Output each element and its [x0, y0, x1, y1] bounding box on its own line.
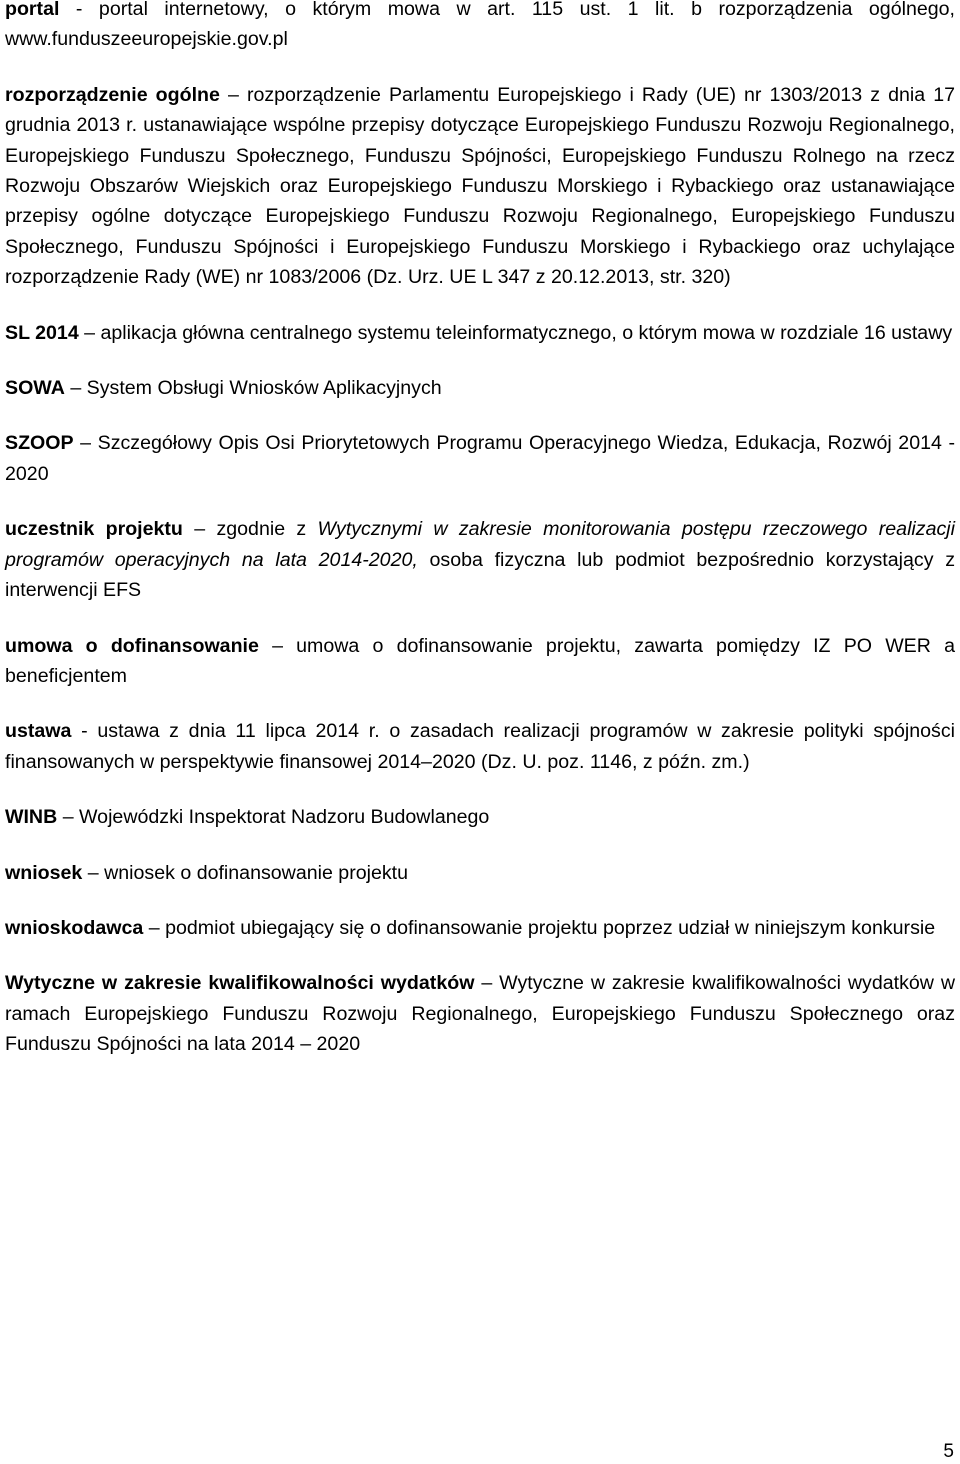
definition-separator: –	[57, 806, 80, 829]
definition-term: wnioskodawca	[5, 916, 144, 939]
definition-text: umowa o dofinansowanie projektu, zawarta pomiędzy IZ PO WER a beneficjentem	[5, 634, 955, 687]
definition-separator: –	[182, 518, 217, 541]
definition-separator: –	[143, 916, 166, 939]
definition-term: rozporządzenie ogólne	[5, 83, 220, 106]
definition-rozporzadzenie-ogolne	[5, 80, 955, 293]
definition-separator: -	[59, 0, 99, 20]
definition-term: WINB	[5, 806, 58, 829]
definition-separator: –	[474, 972, 500, 995]
definition-separator: –	[82, 861, 105, 884]
definition-wnioskodawca	[5, 913, 955, 943]
definition-sl-2014	[5, 318, 955, 348]
definition-winb	[5, 802, 955, 832]
definition-separator: -	[71, 720, 98, 743]
definition-sowa	[5, 373, 955, 403]
document-page	[5, 0, 955, 1085]
definition-term: umowa o dofinansowanie	[5, 634, 259, 657]
page-number: 5	[943, 1441, 954, 1462]
definition-text: Wytyczne w zakresie kwalifikowalności wydatków w ramach Europejskiego Funduszu Rozwoju Regionalnego, Europejskiego Funduszu Społecznego oraz Funduszu Spójności na lata 2014 – 2020	[5, 972, 955, 1056]
definition-text: Szczegółowy Opis Osi Priorytetowych Programu Operacyjnego Wiedza, Edukacja, Rozwój 2014 - 2020	[5, 432, 955, 485]
definition-wniosek	[5, 858, 955, 888]
definition-text: podmiot ubiegający się o dofinansowanie projektu poprzez udział w niniejszym konkursie	[165, 916, 936, 939]
definition-text: System Obsługi Wniosków Aplikacyjnych	[86, 377, 442, 400]
definition-term: SOWA	[5, 377, 65, 400]
definition-text: wniosek o dofinansowanie projektu	[104, 861, 409, 884]
guidelines-reference: Wytycznymi w zakresie monitorowania postępu rzeczowego realizacji programów operacyjnych na lata 2014-2020,	[5, 518, 955, 571]
definition-umowa-o-dofinansowanie	[5, 631, 955, 692]
definition-portal	[5, 0, 955, 55]
definition-term: wniosek	[5, 861, 83, 884]
definition-text: rozporządzenie Parlamentu Europejskiego i Rady (UE) nr 1303/2013 z dnia 17 grudnia 2013 r. ustanawiające wspólne przepisy dotyczące Europejskiego Funduszu Rozwoju Regionalnego, Europejskiego Funduszu Społecznego, Funduszu Spójności, Europejskiego Funduszu Rolnego na rzecz Rozwoju Obszarów Wiejskich oraz Europejskiego Funduszu Morskiego i Rybackiego oraz ustanawiające przepisy ogólne dotyczące Europejskiego Funduszu Rozwoju Regionalnego, Europejskiego Funduszu Społecznego, Funduszu Spójności i Europejskiego Funduszu Morskiego i Rybackiego oraz uchylające rozporządzenie Rady (WE) nr 1083/2006 (Dz. Urz. UE L 347 z 20.12.2013, str. 320)	[5, 83, 955, 289]
definition-text: zgodnie z	[216, 518, 318, 541]
definition-term: portal	[5, 0, 60, 20]
definition-separator: –	[73, 432, 98, 455]
definition-separator: –	[78, 321, 101, 344]
definition-term: uczestnik projektu	[5, 518, 183, 541]
definition-uczestnik-projektu	[5, 514, 955, 605]
definition-separator: –	[219, 83, 247, 106]
definition-ustawa	[5, 716, 955, 777]
definition-term: SZOOP	[5, 432, 74, 455]
definition-term: SL 2014	[5, 321, 79, 344]
definition-term: ustawa	[5, 720, 72, 743]
definition-wytyczne-kwalifikowalnosci	[5, 968, 955, 1059]
definition-text: Wojewódzki Inspektorat Nadzoru Budowlanego	[79, 806, 490, 829]
definition-separator: –	[64, 377, 87, 400]
definition-text-continued: osoba fizyczna lub podmiot bezpośrednio korzystający z interwencji EFS	[5, 548, 955, 602]
definition-separator: –	[258, 634, 297, 657]
definition-term: Wytyczne w zakresie kwalifikowalności wydatków	[5, 972, 475, 995]
definition-text: ustawa z dnia 11 lipca 2014 r. o zasadach realizacji programów w zakresie polityki spójności finansowanych w perspektywie finansowej 2014–2020 (Dz. U. poz. 1146, z późn. zm.)	[5, 720, 956, 773]
definition-text: aplikacja główna centralnego systemu teleinformatycznego, o którym mowa w rozdziale 16 ustawy	[100, 321, 953, 344]
definition-szoop	[5, 428, 955, 489]
definition-text: portal internetowy, o którym mowa w art. 115 ust. 1 lit. b rozporządzenia ogólnego, www.funduszeeuropejskie.gov.pl	[5, 0, 955, 51]
